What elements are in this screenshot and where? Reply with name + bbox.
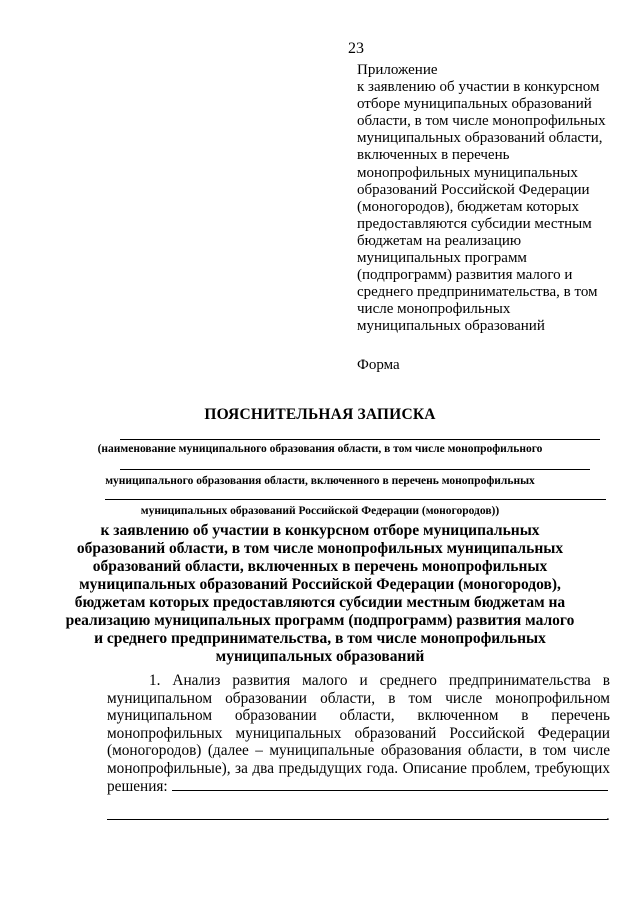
appendix-line: среднего предпринимательства, в том	[357, 284, 598, 301]
appendix-line: предоставляются субсидии местным	[357, 215, 592, 232]
subject-line: образований области, включенных в перечень монопрофильных	[92, 558, 548, 575]
subject-line: образований области, в том числе монопрофильных муниципальных	[76, 540, 564, 557]
answer-fill-line[interactable]	[172, 778, 608, 791]
appendix-line: отборе муниципальных образований	[357, 96, 592, 113]
subject-line: муниципальных образований Российской Федерации (моногородов),	[79, 576, 561, 593]
appendix-line: муниципальных образований	[357, 318, 545, 335]
name-fill-line	[105, 499, 606, 500]
subject-line: к заявлению об участии в конкурсном отборе муниципальных	[100, 522, 540, 539]
section-1-line: 1. Анализ развития малого и среднего предпринимательства в	[149, 672, 610, 689]
appendix-line: бюджетам на реализацию	[357, 232, 522, 249]
end-mark: .	[606, 808, 610, 824]
appendix-line: области, в том числе монопрофильных	[357, 113, 606, 130]
section-1-paragraph	[107, 672, 610, 795]
subject-line: муниципальных образований	[215, 648, 425, 665]
section-1-line: (моногородов) (далее – муниципальные образования области, в том числе	[107, 742, 610, 760]
name-fill-line	[120, 469, 590, 470]
appendix-line: монопрофильных муниципальных	[357, 164, 578, 181]
name-caption-line-1: (наименование муниципального образования области, в том числе монопрофильного	[97, 443, 543, 455]
section-1-line: монопрофильных муниципальных образований Российской Федерации	[107, 724, 610, 742]
appendix-line: образований Российской Федерации	[357, 181, 590, 198]
section-1-line: монопрофильные), за два предыдущих года. Описание проблем, требующих	[107, 759, 610, 777]
subject-block	[0, 522, 640, 666]
document-title: ПОЯСНИТЕЛЬНАЯ ЗАПИСКА	[204, 406, 436, 423]
name-caption-line-2: муниципального образования области, включенного в перечень монопрофильных	[105, 475, 535, 487]
appendix-line: Приложение	[357, 62, 438, 78]
page-number: 23	[348, 40, 364, 57]
section-1-line: муниципальном образовании области, в том числе монопрофильном	[107, 689, 610, 707]
solutions-label: решения:	[107, 777, 168, 795]
section-1-line: муниципальном образовании области, включенном в перечень	[107, 707, 610, 725]
appendix-block	[357, 62, 617, 336]
appendix-line: (моногородов), бюджетам которых	[357, 198, 580, 215]
appendix-line: к заявлению об участии в конкурсном	[357, 79, 600, 96]
name-fill-line	[120, 439, 600, 440]
form-label: Форма	[357, 357, 400, 373]
appendix-line: муниципальных образований области,	[357, 130, 603, 147]
section-1-last-line	[107, 778, 610, 796]
answer-fill-line[interactable]	[107, 819, 608, 820]
appendix-line: муниципальных программ	[357, 250, 527, 267]
subject-line: и среднего предпринимательства, в том числе монопрофильных	[94, 630, 546, 647]
appendix-line: включенных в перечень	[357, 147, 510, 164]
subject-line: бюджетам которых предоставляются субсидии местным бюджетам на	[74, 594, 566, 611]
appendix-line: (подпрограмм) развития малого и	[357, 267, 573, 284]
appendix-line: числе монопрофильных	[357, 301, 511, 318]
name-caption-line-3: муниципальных образований Российской Федерации (моногородов))	[140, 505, 500, 517]
subject-line: реализацию муниципальных программ (подпрограмм) развития малого	[65, 612, 575, 629]
